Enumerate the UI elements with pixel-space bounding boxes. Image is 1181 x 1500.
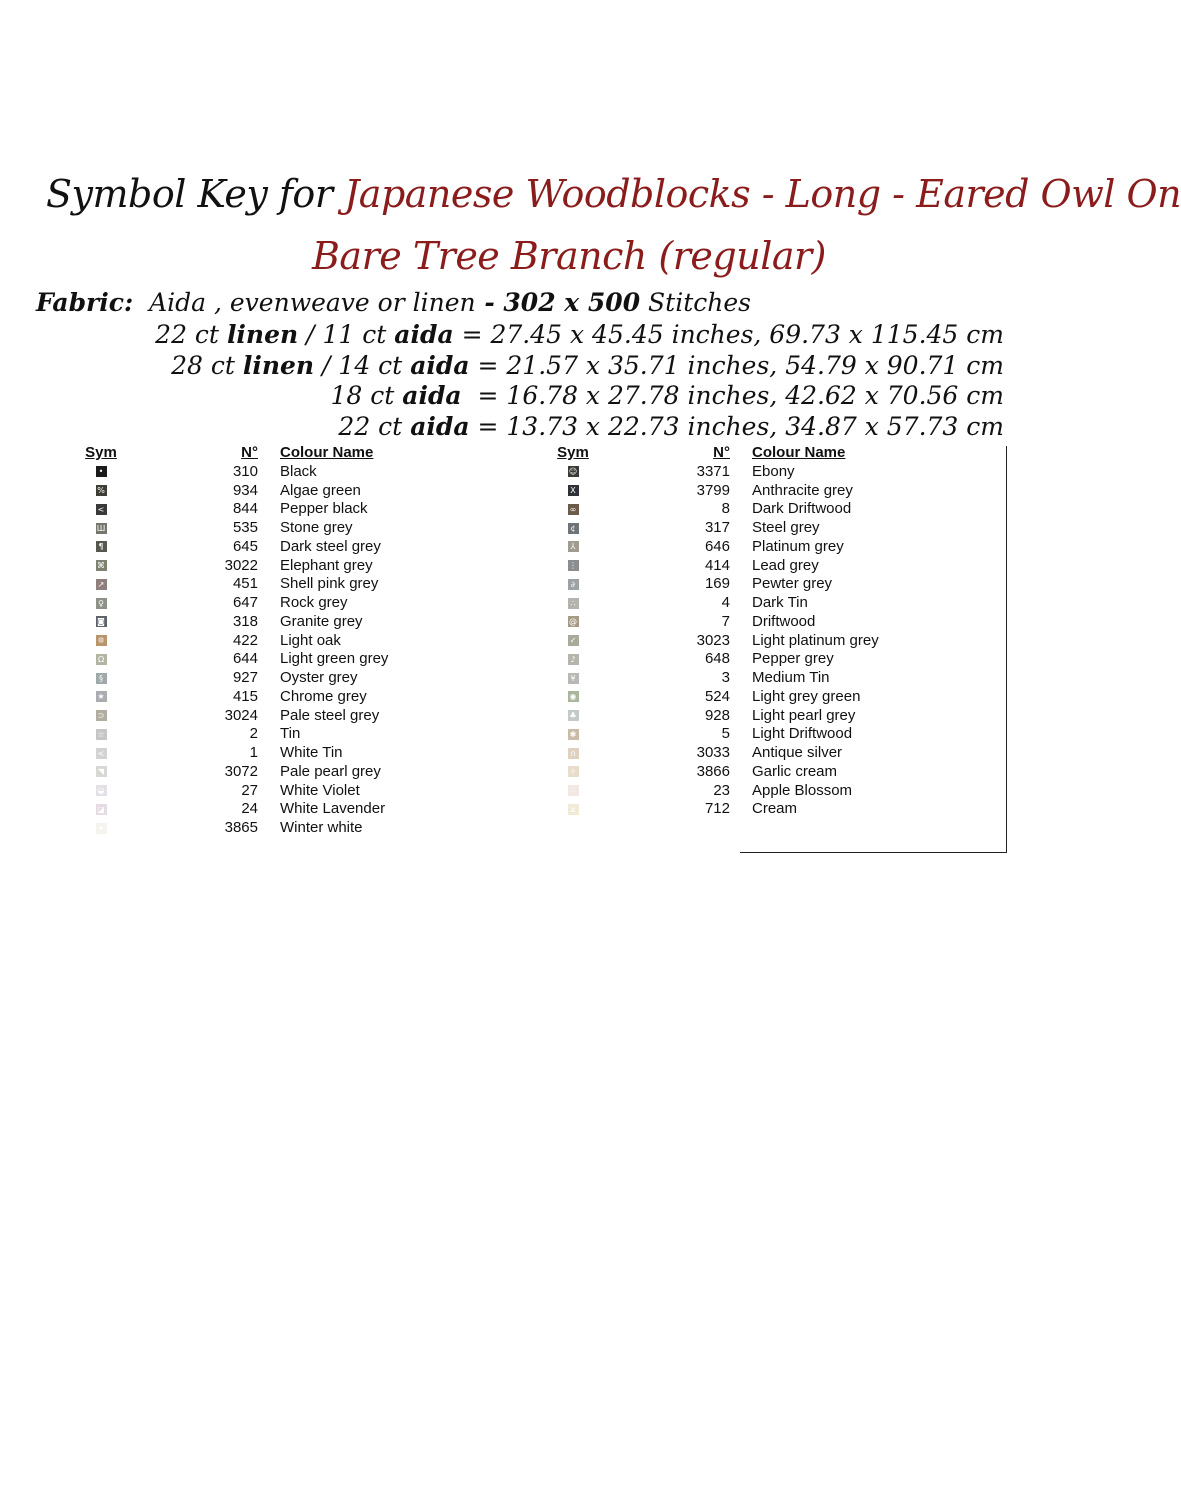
size-line: 22 ct aida = 13.73 x 22.73 inches, 34.87 x 57.73 cm [338, 411, 1004, 441]
thread-number: 712 [704, 800, 730, 818]
header-colour-name: Colour Name [280, 444, 374, 461]
symbol-swatch-icon: ♀ [96, 598, 107, 609]
key-row [556, 800, 1008, 819]
colour-name: Light oak [280, 631, 341, 649]
symbol-swatch-icon: ϫ [568, 804, 579, 815]
colour-name: Pale pearl grey [280, 762, 381, 780]
colour-name: Ebony [752, 462, 795, 480]
key-row [84, 482, 464, 501]
key-row [556, 725, 1008, 744]
symbol-swatch-icon: % [97, 486, 105, 496]
colour-name: Dark Tin [752, 594, 808, 611]
thread-number: 27 [241, 781, 258, 799]
table-border-bottom [740, 852, 1007, 853]
colour-name: Black [280, 462, 317, 480]
thread-number: 3799 [696, 481, 730, 499]
symbol-swatch-icon: < [96, 504, 107, 515]
symbol-swatch-icon: Ш [96, 523, 106, 533]
thread-number: 934 [232, 481, 258, 499]
colour-name: Medium Tin [752, 669, 830, 686]
thread-number: 3371 [696, 462, 730, 480]
colour-name: Oyster grey [280, 669, 358, 686]
thread-number: 422 [232, 631, 258, 649]
thread-number: 3072 [224, 762, 258, 780]
thread-number: 24 [241, 800, 258, 818]
stitches-word: Stitches [648, 288, 751, 317]
colour-name: Pepper black [280, 500, 368, 518]
thread-number: 3 [721, 669, 730, 686]
colour-name: Stone grey [280, 519, 353, 536]
symbol-swatch-icon: ✓ [568, 635, 579, 646]
symbol-swatch-icon: ∂ [568, 579, 579, 590]
colour-name: Lead grey [752, 556, 819, 574]
colour-name: Winter white [280, 819, 363, 836]
stitch-count: 302 x 500 [503, 288, 641, 317]
key-row [84, 500, 464, 519]
thread-number: 844 [232, 500, 258, 518]
thread-number: 3866 [696, 762, 730, 780]
fabric-line: Fabric: Aida , evenweave or linen - 302 x 500 Stitches [36, 288, 751, 317]
key-row [84, 707, 464, 726]
header-num: N° [241, 444, 258, 461]
colour-name: Apple Blossom [752, 781, 853, 799]
symbol-swatch-icon: ✦ [96, 823, 107, 834]
size-table [155, 320, 1004, 442]
colour-name: Light green grey [280, 650, 389, 668]
symbol-swatch-icon: ∞ [568, 504, 579, 515]
symbol-swatch-icon: ☺ [568, 467, 578, 477]
thread-number: 3033 [696, 744, 730, 761]
symbol-swatch-icon: ¢ [568, 523, 579, 534]
key-row [556, 688, 1008, 707]
size-line: 18 ct aida = 16.78 x 27.78 inches, 42.62 x 70.56 cm [330, 381, 1004, 410]
symbol-swatch-icon: ∴ [568, 598, 579, 609]
colour-name: Shell pink grey [280, 575, 379, 593]
symbol-swatch-icon: ¶ [96, 541, 107, 552]
colour-name: Tin [280, 725, 301, 743]
fabric-types: Aida , evenweave or linen [149, 288, 476, 317]
thread-number: 928 [704, 706, 730, 724]
colour-name: Dark steel grey [280, 537, 381, 555]
symbol-swatch-icon: ⅄ [568, 541, 579, 552]
key-row [556, 613, 1008, 632]
colour-name: Chrome grey [280, 687, 367, 705]
thread-number: 451 [232, 575, 258, 593]
thread-number: 927 [232, 669, 258, 686]
header-colour-name: Colour Name [752, 444, 846, 461]
thread-number: 169 [704, 575, 730, 593]
table-border-right [1006, 446, 1007, 852]
colour-name: White Tin [280, 744, 343, 761]
header-num: N° [713, 444, 730, 461]
key-row [84, 819, 464, 838]
thread-number: 644 [232, 650, 258, 668]
key-row [84, 463, 464, 482]
colour-name: Pale steel grey [280, 706, 380, 724]
key-row [556, 763, 1008, 782]
symbol-key-left [84, 444, 464, 838]
symbol-swatch-icon: ♣ [569, 711, 577, 721]
key-row [556, 519, 1008, 538]
fabric-label: Fabric: [36, 288, 134, 317]
colour-name: Pewter grey [752, 575, 833, 593]
thread-number: 646 [704, 537, 730, 555]
thread-number: 3024 [224, 706, 258, 724]
thread-number: 645 [232, 537, 258, 555]
symbol-swatch-icon: ¥ [568, 673, 579, 684]
thread-number: 310 [232, 462, 258, 480]
key-row [84, 538, 464, 557]
symbol-swatch-icon: ✧ [568, 766, 579, 777]
symbol-swatch-icon: ◉ [568, 691, 579, 702]
symbol-swatch-icon: X [568, 485, 579, 496]
symbol-swatch-icon: ∷ [568, 785, 579, 796]
key-row [556, 557, 1008, 576]
thread-number: 5 [721, 725, 730, 743]
colour-name: Steel grey [752, 519, 820, 536]
thread-number: 647 [232, 594, 258, 611]
symbol-swatch-icon: ☆ [97, 729, 105, 739]
key-row [84, 688, 464, 707]
symbol-swatch-icon: ◒ [96, 785, 107, 796]
thread-number: 524 [704, 687, 730, 705]
symbol-swatch-icon: • [96, 466, 107, 477]
colour-name: Antique silver [752, 744, 843, 761]
symbol-swatch-icon: ◙ [97, 617, 105, 627]
colour-name: Pepper grey [752, 650, 834, 668]
thread-number: 3865 [224, 819, 258, 836]
key-row [556, 594, 1008, 613]
symbol-swatch-icon: ♪ [568, 654, 579, 665]
thread-number: 317 [704, 519, 730, 536]
thread-number: 23 [713, 781, 730, 799]
header-sym: Sym [557, 444, 589, 461]
key-row [84, 669, 464, 688]
symbol-swatch-icon: < [96, 748, 107, 759]
key-row [84, 782, 464, 801]
key-header [84, 444, 464, 463]
symbol-swatch-icon: ↗ [96, 579, 107, 590]
symbol-swatch-icon: ◥ [96, 766, 107, 777]
symbol-swatch-icon: ⋮ [569, 561, 577, 571]
symbol-swatch-icon: ★ [97, 692, 105, 702]
symbol-swatch-icon: ◪ [97, 804, 105, 814]
thread-number: 8 [721, 500, 730, 518]
colour-name: Platinum grey [752, 537, 844, 555]
colour-name: Light Driftwood [752, 725, 853, 743]
key-row [84, 650, 464, 669]
colour-name: White Lavender [280, 800, 386, 818]
size-line: 22 ct linen / 11 ct aida = 27.45 x 45.45 inches, 69.73 x 115.45 cm [155, 320, 1004, 349]
thread-number: 1 [249, 744, 258, 761]
colour-name: Rock grey [280, 594, 348, 611]
symbol-swatch-icon: @ [569, 617, 577, 627]
key-row [556, 463, 1008, 482]
pattern-name-line1: Japanese Woodblocks - Long - Eared Owl On [344, 172, 1181, 216]
key-row [84, 744, 464, 763]
key-row [556, 744, 1008, 763]
colour-name: Elephant grey [280, 556, 373, 574]
symbol-swatch-icon: ❊ [96, 635, 107, 646]
thread-number: 318 [232, 612, 258, 630]
key-row [556, 538, 1008, 557]
colour-name: Algae green [280, 481, 361, 499]
colour-name: Anthracite grey [752, 481, 853, 499]
colour-name: White Violet [280, 781, 360, 799]
key-row [556, 575, 1008, 594]
key-row [556, 650, 1008, 669]
key-row [556, 669, 1008, 688]
thread-number: 415 [232, 687, 258, 705]
key-row [84, 632, 464, 651]
key-row [84, 575, 464, 594]
colour-name: Dark Driftwood [752, 500, 852, 518]
colour-name: Granite grey [280, 612, 363, 630]
key-row [84, 519, 464, 538]
header-sym: Sym [85, 444, 117, 461]
symbol-swatch-icon: ⌘ [97, 561, 105, 571]
thread-number: 535 [232, 519, 258, 536]
key-row [84, 800, 464, 819]
symbol-key-right [556, 444, 1008, 819]
thread-number: 2 [249, 725, 258, 743]
symbol-swatch-icon: ✱ [568, 729, 579, 740]
symbol-swatch-icon: Ω [96, 654, 107, 665]
key-row [556, 482, 1008, 501]
colour-name: Light grey green [752, 687, 861, 705]
key-row [84, 613, 464, 632]
colour-name: Light platinum grey [752, 631, 879, 649]
symbol-swatch-icon: ∩ [568, 748, 579, 759]
thread-number: 648 [704, 650, 730, 668]
key-row [556, 782, 1008, 801]
colour-name: Cream [752, 800, 798, 818]
thread-number: 3022 [224, 556, 258, 574]
colour-name: Driftwood [752, 612, 816, 630]
key-row [556, 500, 1008, 519]
colour-name: Garlic cream [752, 762, 838, 780]
size-line: 28 ct linen / 14 ct aida = 21.57 x 35.71 inches, 54.79 x 90.71 cm [171, 350, 1004, 380]
key-row [84, 594, 464, 613]
thread-number: 4 [721, 594, 730, 611]
key-row [84, 725, 464, 744]
title-prefix: Symbol Key for [46, 172, 345, 216]
thread-number: 7 [721, 612, 730, 630]
key-row [84, 557, 464, 576]
key-row [84, 763, 464, 782]
pattern-name-line2: Bare Tree Branch (regular) [312, 234, 827, 278]
symbol-swatch-icon: § [96, 673, 107, 684]
key-row [556, 632, 1008, 651]
colour-name: Light pearl grey [752, 706, 856, 724]
symbol-swatch-icon: ⊃ [96, 710, 107, 721]
key-header [556, 444, 1008, 463]
thread-number: 3023 [696, 631, 730, 649]
thread-number: 414 [704, 556, 730, 574]
key-row [556, 707, 1008, 726]
